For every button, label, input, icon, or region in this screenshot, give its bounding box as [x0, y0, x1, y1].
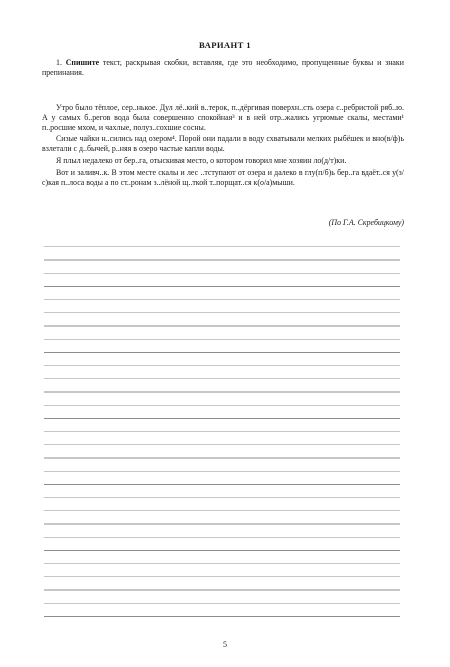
passage-attribution: (По Г.А. Скребицкому) — [328, 218, 404, 227]
passage-paragraph-2: Сизые чайки н..сились над озером⁴. Порой они падали в воду схватывали мелких рыбёшек и вно(в/ф)ь взлетали с д..бычей, р..няя в озеро частые капли воды. — [42, 134, 404, 154]
passage-paragraph-4: Вот и заливч..к. В этом месте скалы и лес ..тступают от озера и далеко в глу(п/б)ь бер..га вдаёт..ся у(з/с)кая п..лоса воды а по ст..ронам з..лёной щ..ткой т..порщат..ся к(о/а)мыши. — [42, 167, 404, 187]
task-text: текст, раскрывая скобки, вставляя, где это необходимо, пропущенные буквы и знаки препинания. — [42, 58, 404, 78]
variant-title: ВАРИАНТ 1 — [199, 40, 251, 50]
dictation-passage — [42, 103, 404, 189]
task-verb: Спишите — [65, 58, 100, 67]
task-instruction — [42, 58, 404, 78]
passage-paragraph-1: Утро было тёплое, сер..нькое. Дул лё..кий в..терок, п..дёргивая поверхн..сть озера с..ребристой ряб..ю. А у самых б..регов вода была совершенно спокойная³ и в ней отр..жались угрюмые скалы, местами¹ п..росшие мхом, и чахлые, полуз..сохшие сосны. — [42, 103, 404, 132]
writing-lines[interactable] — [44, 234, 400, 622]
passage-paragraph-3: Я плыл недалеко от бер..га, отыскивая место, о котором говорил мне хозяин ло(д/т)ки. — [56, 155, 347, 165]
page-number: 5 — [223, 640, 227, 649]
task-number: 1. — [56, 58, 62, 67]
